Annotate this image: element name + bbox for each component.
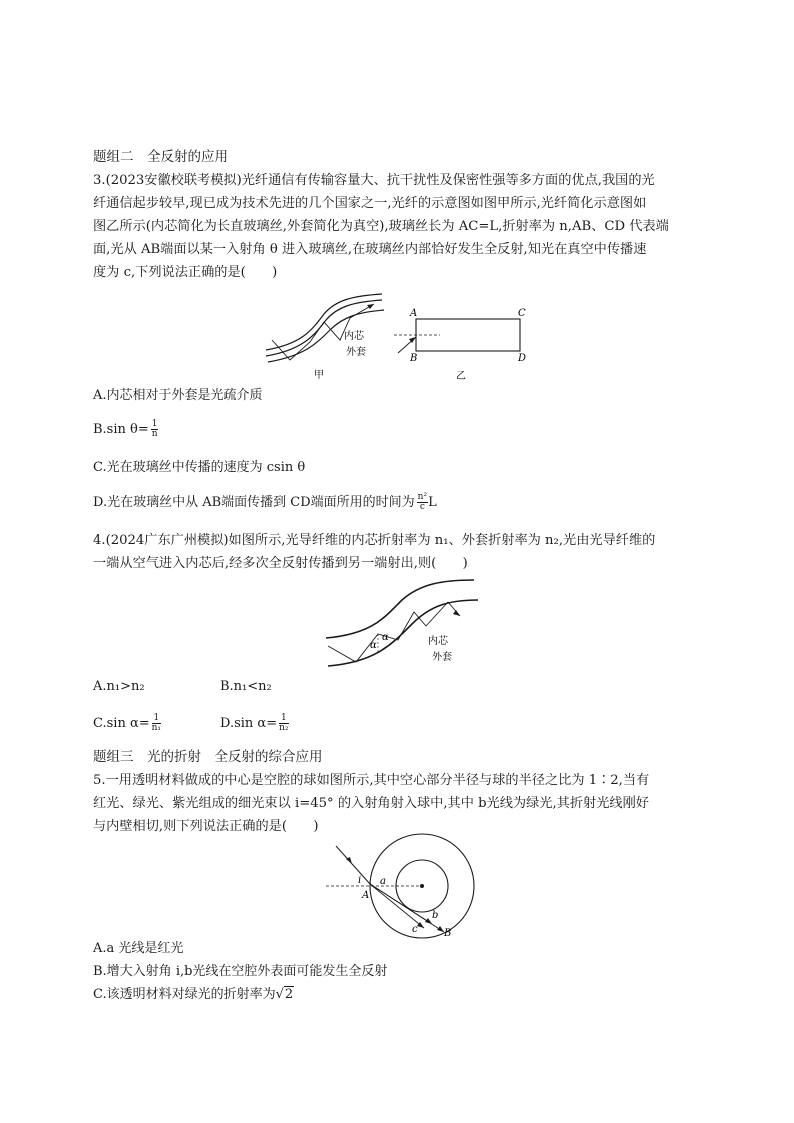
q3-line-5: 度为 c,下列说法正确的是( ): [93, 265, 278, 280]
q4-option-d: [220, 714, 289, 734]
ray-b-label: b: [432, 910, 439, 921]
q4-option-c-num: 1: [153, 713, 160, 723]
q3-option-a: A.内芯相对于外套是光疏介质: [93, 388, 263, 403]
q3-option-d-den: c: [419, 502, 425, 512]
label-B: B: [410, 353, 418, 364]
clad-label: 外套: [346, 347, 366, 358]
label-D: D: [518, 353, 527, 364]
q4-option-d-fraction: [279, 714, 288, 733]
clad-label-q4: 外套: [432, 652, 452, 663]
core-label-q4: 内芯: [428, 636, 448, 647]
q4-option-c-prefix: C.sin α=: [93, 716, 150, 731]
q3-option-b-fraction: [151, 420, 159, 439]
q4-line-1: 4.(2024广东广州模拟)如图所示,光导纤维的内芯折射率为 n₁、外套折射率为 n₂,光由光导纤维的: [93, 533, 656, 548]
q5-option-a: A.a 光线是红光: [93, 941, 184, 956]
q5-line-3: 与内壁相切,则下列说法正确的是( ): [93, 819, 319, 834]
q3-line-1: 3.(2023安徽校联考模拟)光纤通信有传输容量大、抗干扰性及保密性强等多方面的优点,我国的光: [93, 173, 655, 188]
caption-jia: 甲: [314, 370, 324, 381]
q3-line-3: 图乙所示(内芯简化为长直玻璃丝,外套简化为真空),玻璃丝长为 AC=L,折射率为 n,AB、CD 代表端: [93, 219, 669, 234]
q5-option-c-prefix: C.该透明材料对绿光的折射率为: [93, 987, 276, 1002]
q3-option-d: [93, 493, 437, 513]
q5-option-b: B.增大入射角 i,b光线在空腔外表面可能发生全反射: [93, 964, 388, 979]
q4-option-c-den: n₁: [151, 723, 162, 733]
alpha-label-2: α: [382, 632, 389, 643]
group3-title: 题组三 光的折射 全反射的综合应用: [93, 749, 323, 765]
q3-option-d-num: n²: [417, 492, 428, 502]
q4-option-d-prefix: D.sin α=: [220, 716, 278, 731]
point-A-label: A: [362, 890, 370, 901]
q3-option-b-den: n: [151, 429, 158, 439]
q4-line-2: 一端从空气进入内芯后,经多次全反射传播到另一端射出,则( ): [93, 556, 468, 571]
q5-line-1: 5.一用透明材料做成的中心是空腔的球如图所示,其中空心部分半径与球的半径之比为 1∶2,当有: [93, 773, 650, 788]
q5-line-2: 红光、绿光、紫光组成的细光束以 i=45° 的入射角射入球中,其中 b光线为绿光,其折射光线刚好: [93, 796, 649, 811]
q3-line-2: 纤通信起步较早,现已成为技术先进的几个国家之一,光纤的示意图如图甲所示,光纤简化示意图如: [93, 196, 647, 211]
label-C: C: [518, 308, 526, 319]
ray-c-label: c: [412, 924, 418, 935]
q3-option-d-fraction: [417, 493, 428, 512]
q3-line-4: 面,光从 AB端面以某一入射角 θ 进入玻璃丝,在玻璃丝内部恰好发生全反射,知光在真空中传播速: [93, 242, 647, 257]
core-label: 内芯: [344, 331, 364, 342]
sqrt-symbol: √2: [275, 987, 294, 1002]
hollow-sphere-figure: [322, 836, 472, 940]
q3-option-b-num: 1: [151, 419, 158, 429]
label-A: A: [410, 308, 418, 319]
q4-option-d-den: n₂: [279, 723, 289, 733]
alpha-label-1: α: [370, 640, 377, 651]
q3-option-d-suffix: L: [428, 495, 437, 510]
q4-option-c: [93, 714, 161, 734]
q3-option-b: [93, 420, 158, 440]
fiber-figure-jia: [262, 292, 392, 382]
q4-option-b: B.n₁<n₂: [220, 679, 272, 694]
q4-option-c-fraction: [152, 714, 161, 733]
q4-option-d-num: 1: [280, 713, 287, 723]
fiber-figure-q4: [322, 578, 482, 670]
caption-yi: 乙: [456, 371, 466, 382]
q3-option-d-prefix: D.光在玻璃丝中从 AB端面传播到 CD端面所用的时间为: [93, 495, 415, 510]
q5-option-c-radicand: 2: [284, 987, 294, 1002]
fiber-figure-yi: [394, 303, 534, 381]
q3-option-c: C.光在玻璃丝中传播的速度为 csin θ: [93, 460, 306, 475]
angle-i-label: i: [358, 875, 362, 886]
group2-title: 题组二 全反射的应用: [93, 149, 228, 165]
ray-a-label: a: [380, 876, 386, 887]
q3-option-b-prefix: B.sin θ=: [93, 422, 149, 437]
q4-option-a: A.n₁>n₂: [93, 679, 145, 694]
point-B-label: B: [444, 928, 452, 939]
q5-option-c: [93, 985, 294, 1005]
